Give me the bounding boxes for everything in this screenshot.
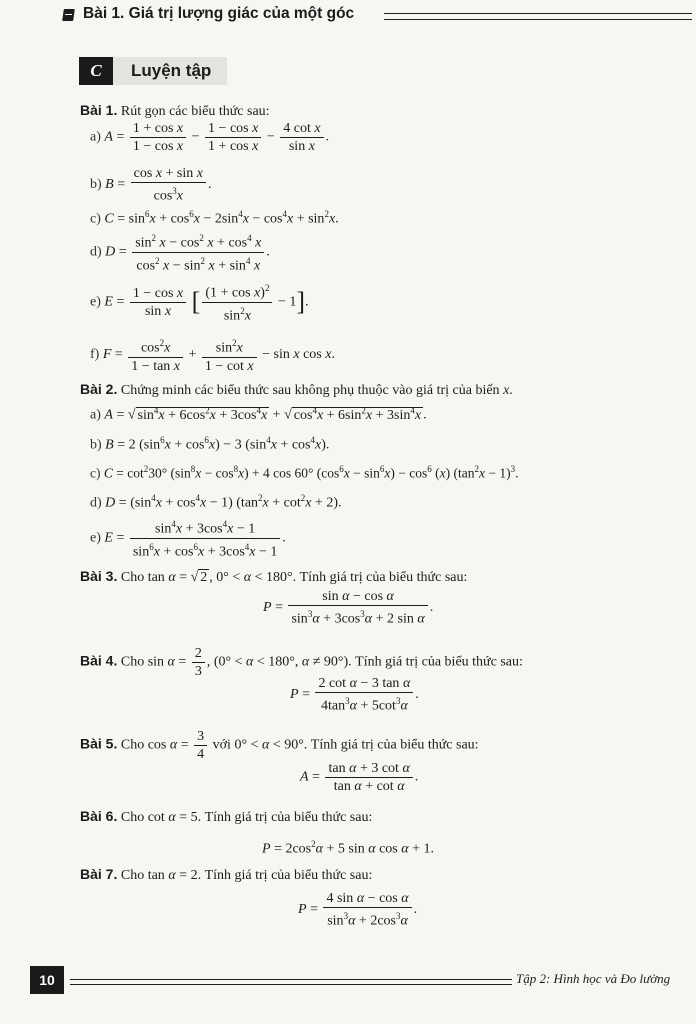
exercise-2b: b) B = 2 $(\sin^6x + \cos^6x) - 3$ $(\sin^4x + \cos^4x)$.	[90, 435, 330, 453]
exercise-4-heading: Bài 4. Cho sin α = $\frac{2}{3}$ , (0° < α < 180°, α ≠ 90°). Tính giá trị của biểu thức sau:	[80, 646, 523, 679]
exercise-1-title: Bài 1.	[80, 102, 118, 118]
exercise-2c: c) $C = \cot^230^\circ$ $(\sin^8x - \cos^8x) + 4$ cos 60° $(\cos^6x - \sin^6x) - \cos^6 (x) (\tan^2x - 1)^3$.	[90, 464, 519, 481]
exercise-1-heading	[80, 101, 270, 121]
exercise-6-prompt: Tính giá trị của biểu thức sau:	[204, 810, 373, 825]
exercise-7-title: Bài 7.	[80, 866, 118, 882]
exercise-5-connector: với	[212, 737, 231, 753]
exercise-5-prompt: Tính giá trị của biểu thức sau:	[310, 737, 479, 753]
exercise-7-formula: P = $\frac{\text{4 sin α − cos α}}{\sin^3\alpha + 2\cos^3\alpha}$ .	[298, 891, 418, 929]
item-label: c)	[90, 211, 101, 227]
exercise-3-prompt: Tính giá trị của biểu thức sau:	[299, 570, 468, 585]
exercise-5-title: Bài 5.	[80, 735, 118, 752]
item-label: f)	[90, 347, 100, 363]
exercise-4-title: Bài 4.	[80, 652, 118, 669]
item-label: e)	[90, 294, 101, 310]
exercise-3-heading: Bài 3. Cho tan α = √ 2 , 0° < α < 180°. Tính giá trị của biểu thức sau:	[80, 568, 468, 585]
page-number: 10	[30, 966, 64, 994]
exercise-1e: e) E = $\frac{\text{1 − cos x}}{\text{sin x}}$ [ $\frac{(1 + \cos x)^2}{\sin^2x}$ − 1].	[90, 283, 309, 324]
item-label: a)	[90, 129, 101, 145]
exercise-1f: f) F = $\frac{\cos^2x}{\text{1 − tan x}}$ + $\frac{\sin^2x}{\text{1 − cot x}}$ − sin x cos x.	[90, 338, 335, 374]
exercise-2-heading: Bài 2. Chứng minh các biểu thức sau không phụ thuộc vào giá trị của biến x.	[80, 381, 513, 398]
book-title: Tập 2: Hình học và Đo lường	[516, 971, 671, 986]
exercise-2e: e) E = $\frac{\sin^4x + 3\cos^4x - 1}{\sin^6x + \cos^6x + 3\cos^4x - 1}$ .	[90, 519, 286, 560]
item-label: d)	[90, 495, 102, 511]
item-label: e)	[90, 530, 101, 546]
exercise-2d: d) $D = (\sin^4x + \cos^4x - 1) (\tan^2x + \cot^2x + 2)$.	[90, 493, 342, 511]
exercise-5-formula: A = $\frac{\text{tan α + 3 cot α}}{\text{tan α + cot α}}$ .	[300, 761, 419, 794]
exercise-7-text: Cho	[120, 868, 145, 883]
exercise-6-text: Cho	[120, 810, 145, 825]
exercise-6-heading: Bài 6. Cho cot α = 5. Tính giá trị của biểu thức sau:	[80, 808, 373, 825]
exercise-3-formula: P = $\frac{\text{sin α − cos α}}{\sin^3\alpha + 3\cos^3\alpha + 2 \sin \alpha}$ .	[263, 589, 434, 627]
item-label: c)	[90, 465, 101, 481]
exercise-5-heading: Bài 5. Cho cos α = $\frac{3}{4}$ với 0° < α < 90°. Tính giá trị của biểu thức sau:	[80, 729, 479, 762]
exercise-1d: d) D = $\frac{\sin^2 x - \cos^2 x + \cos^4 x}{\cos^2 x - \sin^2 x + \sin^4 x}$ .	[90, 233, 270, 274]
footer-rule	[70, 979, 512, 985]
page-header	[62, 2, 692, 28]
exercise-4-prompt: Tính giá trị của biểu thức sau:	[355, 654, 523, 670]
page-footer	[30, 966, 696, 996]
chapter-title: Bài 1. Giá trị lượng giác của một góc	[83, 5, 355, 22]
exercise-4-formula: P = $\frac{\text{2 cot α − 3 tan α}}{4\tan^3\alpha + 5\cot^3\alpha}$ .	[290, 676, 419, 714]
header-rule	[384, 13, 692, 20]
exercise-1a: a) A = $\frac{\text{1 + cos x}}{\text{1 − cos x}}$ − $\frac{\text{1 − cos x}}{\text{1 + cos x}}$ − $\frac{\text{4 cot x}}{\text{sin x}}$ .	[90, 121, 330, 154]
exercise-4-text: Cho	[120, 654, 145, 670]
exercise-2-intro: Chứng minh các biểu thức sau không phụ thuộc vào giá trị của biến	[120, 383, 500, 398]
book-icon	[62, 9, 75, 21]
item-label: a)	[90, 407, 101, 423]
exercise-1b: b) B = $\frac{\text{cos x + sin x}}{\cos^3x}$ .	[90, 166, 212, 204]
item-label: b)	[90, 177, 102, 193]
section-title: Luyện tập	[113, 57, 227, 85]
exercise-1c: c) $C = \sin^6x + \cos^6x - 2\sin^4x - \cos^4x + \sin^2x$.	[90, 209, 339, 227]
exercise-5-text: Cho	[120, 737, 145, 753]
exercise-7-prompt: Tính giá trị của biểu thức sau:	[204, 868, 373, 883]
exercise-6-formula: $P = 2\cos^2\alpha + 5$ sin α cos α + 1.	[262, 839, 435, 857]
section-letter-badge: C	[79, 57, 113, 85]
exercise-7-heading: Bài 7. Cho tan α = 2. Tính giá trị của biểu thức sau:	[80, 866, 373, 883]
exercise-3-text: Cho	[120, 570, 145, 585]
exercise-3-title: Bài 3.	[80, 568, 118, 584]
exercise-1-intro: Rút gọn các biểu thức sau:	[120, 104, 270, 119]
exercise-2-title: Bài 2.	[80, 381, 118, 397]
exercise-2a: a) A = √ $\sin^4x + 6\cos^2x + 3\cos^4x$ + √ $\cos^4x + 6\sin^2x + 3\sin^4x$ .	[90, 405, 427, 423]
item-label: b)	[90, 437, 102, 453]
item-label: d)	[90, 244, 102, 260]
exercise-6-title: Bài 6.	[80, 808, 118, 824]
